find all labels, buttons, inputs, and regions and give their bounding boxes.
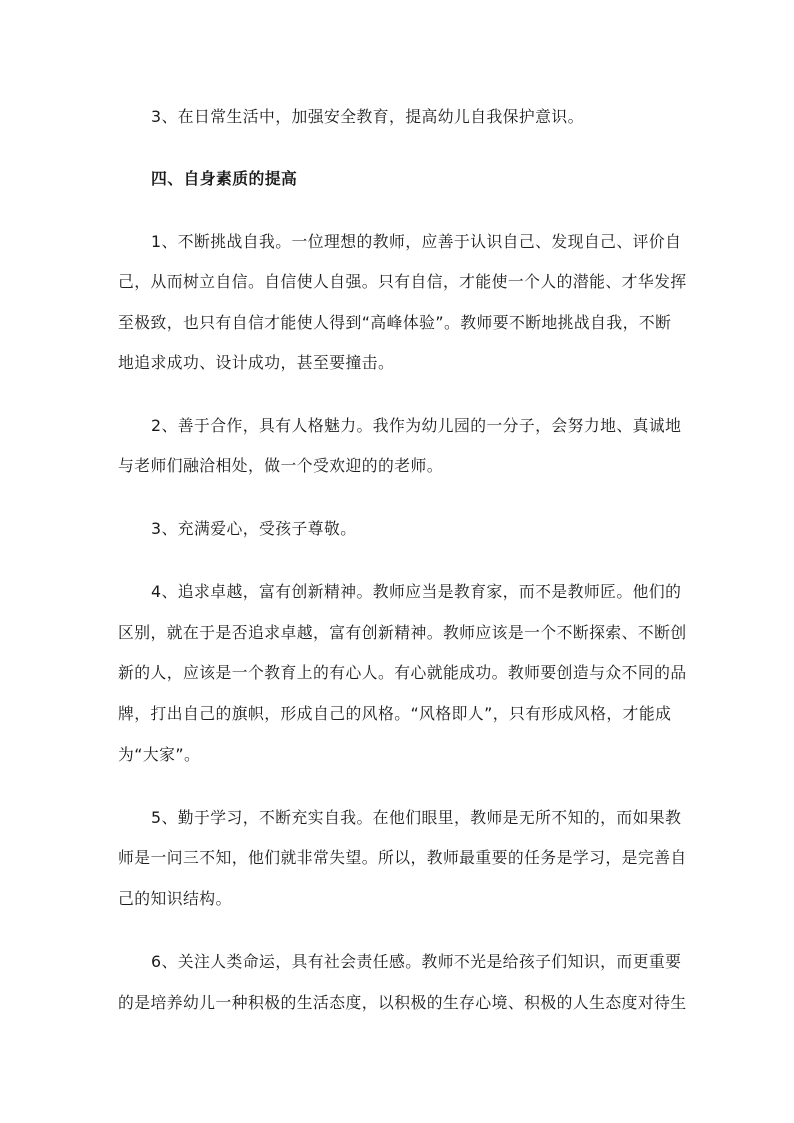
- section-heading: 四、自身素质的提高: [151, 169, 298, 188]
- paragraph-line: 地追求成功、设计成功，甚至要撞击。: [118, 353, 395, 372]
- paragraph-line: 为“大家”。: [118, 745, 201, 764]
- paragraph-line: 牌，打出自己的旗帜，形成自己的风格。“风格即人”，只有形成风格，才能成: [118, 704, 672, 723]
- paragraph-line: 1、不断挑战自我。一位理想的教师，应善于认识自己、发现自己、评价自: [151, 232, 682, 251]
- safety-item-line: 3、在日常生活中，加强安全教育，提高幼儿自我保护意识。: [151, 107, 584, 126]
- paragraph-line: 6、关注人类命运，具有社会责任感。教师不光是给孩子们知识，而更重要: [151, 952, 682, 971]
- paragraph-line: 己，从而树立自信。自信使人自强。只有自信，才能使一个人的潜能、才华发挥: [118, 272, 687, 291]
- paragraph-line: 3、充满爱心，受孩子尊敬。: [151, 519, 357, 538]
- paragraph-line: 与老师们融洽相处，做一个受欢迎的的老师。: [118, 456, 443, 475]
- paragraph-line: 2、善于合作，具有人格魅力。我作为幼儿园的一分子，会努力地、真诚地: [151, 416, 682, 435]
- paragraph-line: 4、追求卓越，富有创新精神。教师应当是教育家，而不是教师匠。他们的: [151, 582, 682, 601]
- paragraph-line: 5、勤于学习，不断充实自我。在他们眼里，教师是无所不知的，而如果教: [151, 808, 682, 827]
- paragraph-line: 新的人，应该是一个教育上的有心人。有心就能成功。教师要创造与众不同的品: [118, 663, 687, 682]
- paragraph-line: 区别，就在于是否追求卓越，富有创新精神。教师应该是一个不断探索、不断创: [118, 623, 687, 642]
- paragraph-line: 己的知识结构。: [118, 889, 232, 908]
- paragraph-line: 的是培养幼儿一种积极的生活态度，以积极的生存心境、积极的人生态度对待生: [118, 993, 687, 1012]
- paragraph-line: 至极致，也只有自信才能使人得到“高峰体验”。教师要不断地挑战自我，不断: [118, 313, 672, 332]
- paragraph-line: 师是一问三不知，他们就非常失望。所以，教师最重要的任务是学习，是完善自: [118, 848, 687, 867]
